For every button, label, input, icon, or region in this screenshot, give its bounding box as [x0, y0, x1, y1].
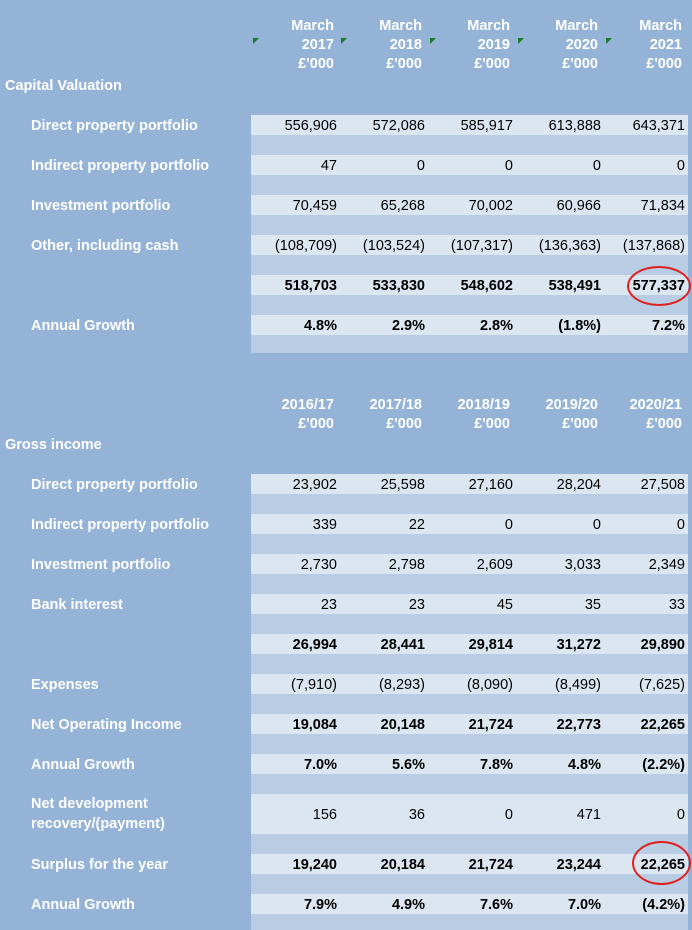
income-row-label-7: Annual Growth — [31, 757, 135, 773]
income-cell-r2-c2: 2,609 — [476, 557, 513, 573]
income-cell-r3-c2: 45 — [496, 597, 513, 613]
valuation-cell-r1-c2: 0 — [504, 158, 513, 174]
income-band-21 — [251, 914, 688, 930]
income-band-13 — [251, 734, 688, 754]
income-col-header-2: 2018/19 £'000 — [457, 397, 510, 432]
valuation-cell-r2-c0: 70,459 — [292, 198, 337, 214]
valuation-cell-r5-c1: 2.9% — [391, 318, 425, 334]
valuation-comment-marker-3 — [518, 38, 524, 44]
income-band-1 — [251, 494, 688, 514]
valuation-cell-r1-c4: 0 — [676, 158, 685, 174]
income-row-label-6: Net Operating Income — [31, 717, 182, 733]
income-cell-r2-c4: 2,349 — [648, 557, 685, 573]
valuation-cell-r3-c1: (103,524) — [362, 238, 425, 254]
valuation-band-11 — [251, 335, 688, 353]
valuation-cell-r2-c3: 60,966 — [556, 198, 601, 214]
income-cell-r6-c0: 19,084 — [292, 717, 337, 733]
valuation-cell-r5-c4: 7.2% — [651, 318, 685, 334]
valuation-cell-r3-c0: (108,709) — [274, 238, 337, 254]
income-cell-r1-c1: 22 — [408, 517, 425, 533]
valuation-cell-r3-c4: (137,868) — [622, 238, 685, 254]
income-band-11 — [251, 694, 688, 714]
income-cell-r5-c4: (7,625) — [639, 677, 685, 693]
valuation-comment-marker-1 — [341, 38, 347, 44]
income-row-label-1: Indirect property portfolio — [31, 517, 210, 533]
income-cell-r5-c1: (8,293) — [379, 677, 425, 693]
valuation-comment-marker-4 — [606, 38, 612, 44]
income-cell-r3-c0: 23 — [320, 597, 337, 613]
valuation-col-header-1: March 2018 £'000 — [379, 18, 422, 72]
income-row-label-8: Net development recovery/(payment) — [31, 796, 165, 832]
income-cell-r1-c4: 0 — [676, 517, 685, 533]
income-cell-r8-c3: 471 — [576, 807, 601, 823]
income-col-header-0: 2016/17 £'000 — [281, 397, 334, 432]
income-row-label-2: Investment portfolio — [31, 557, 171, 573]
income-cell-r0-c4: 27,508 — [640, 477, 685, 493]
valuation-cell-r2-c4: 71,834 — [640, 198, 685, 214]
income-cell-r5-c0: (7,910) — [291, 677, 337, 693]
valuation-band-2 — [251, 155, 688, 175]
income-cell-r10-c2: 7.6% — [479, 897, 513, 913]
valuation-cell-r3-c3: (136,363) — [538, 238, 601, 254]
valuation-cell-r2-c2: 70,002 — [468, 198, 513, 214]
income-cell-r9-c1: 20,184 — [380, 857, 425, 873]
income-row-label-0: Direct property portfolio — [31, 477, 198, 493]
income-section-title: Gross income — [5, 437, 102, 453]
income-band-6 — [251, 594, 688, 614]
income-cell-r7-c2: 7.8% — [479, 757, 513, 773]
valuation-band-1 — [251, 135, 688, 155]
income-band-17 — [251, 834, 688, 854]
income-cell-r8-c0: 156 — [312, 807, 337, 823]
valuation-cell-r1-c1: 0 — [416, 158, 425, 174]
valuation-cell-r5-c2: 2.8% — [479, 318, 513, 334]
income-cell-r7-c0: 7.0% — [303, 757, 337, 773]
income-cell-r0-c0: 23,902 — [292, 477, 337, 493]
valuation-row-label-0: Direct property portfolio — [31, 118, 198, 134]
income-cell-r8-c4: 0 — [676, 807, 685, 823]
income-cell-r3-c3: 35 — [584, 597, 601, 613]
valuation-row-label-3: Other, including cash — [31, 238, 179, 254]
income-band-19 — [251, 874, 688, 894]
income-row-label-9: Surplus for the year — [31, 857, 168, 873]
income-cell-r3-c1: 23 — [408, 597, 425, 613]
income-cell-r2-c0: 2,730 — [300, 557, 337, 573]
valuation-cell-r4-c4: 577,337 — [632, 278, 685, 294]
income-cell-r10-c4: (4.2%) — [642, 897, 685, 913]
valuation-cell-r1-c0: 47 — [320, 158, 337, 174]
income-highlight-circle — [632, 841, 691, 885]
valuation-cell-r0-c2: 585,917 — [460, 118, 513, 134]
valuation-cell-r0-c4: 643,371 — [632, 118, 685, 134]
income-band-5 — [251, 574, 688, 594]
income-cell-r1-c3: 0 — [592, 517, 601, 533]
income-cell-r5-c2: (8,090) — [467, 677, 513, 693]
income-cell-r7-c3: 4.8% — [567, 757, 601, 773]
income-cell-r6-c1: 20,148 — [380, 717, 425, 733]
valuation-row-label-1: Indirect property portfolio — [31, 158, 210, 174]
income-cell-r5-c3: (8,499) — [555, 677, 601, 693]
valuation-comment-marker-2 — [430, 38, 436, 44]
valuation-col-header-2: March 2019 £'000 — [467, 18, 510, 72]
valuation-highlight-circle — [627, 266, 691, 306]
income-band-7 — [251, 614, 688, 634]
valuation-cell-r4-c3: 538,491 — [548, 278, 601, 294]
income-band-3 — [251, 534, 688, 554]
valuation-cell-r2-c1: 65,268 — [380, 198, 425, 214]
income-cell-r2-c3: 3,033 — [564, 557, 601, 573]
income-cell-r2-c1: 2,798 — [388, 557, 425, 573]
income-cell-r6-c4: 22,265 — [640, 717, 685, 733]
valuation-section-title: Capital Valuation — [5, 78, 122, 94]
valuation-cell-r0-c0: 556,906 — [284, 118, 337, 134]
valuation-cell-r4-c2: 548,602 — [460, 278, 513, 294]
valuation-row-label-2: Investment portfolio — [31, 198, 171, 214]
income-band-15 — [251, 774, 688, 794]
income-cell-r8-c2: 0 — [504, 807, 513, 823]
valuation-band-5 — [251, 215, 688, 235]
income-cell-r8-c1: 36 — [408, 807, 425, 823]
income-cell-r0-c1: 25,598 — [380, 477, 425, 493]
income-cell-r1-c2: 0 — [504, 517, 513, 533]
income-cell-r9-c4: 22,265 — [640, 857, 685, 873]
valuation-col-header-0: March 2017 £'000 — [291, 18, 334, 72]
income-cell-r1-c0: 339 — [312, 517, 337, 533]
income-cell-r9-c0: 19,240 — [292, 857, 337, 873]
valuation-band-7 — [251, 255, 688, 275]
valuation-cell-r5-c3: (1.8%) — [558, 318, 601, 334]
valuation-cell-r4-c0: 518,703 — [284, 278, 337, 294]
income-col-header-4: 2020/21 £'000 — [629, 397, 682, 432]
valuation-col-header-3: March 2020 £'000 — [555, 18, 598, 72]
valuation-comment-marker-0 — [253, 38, 259, 44]
valuation-cell-r0-c1: 572,086 — [372, 118, 425, 134]
income-row-label-10: Annual Growth — [31, 897, 135, 913]
income-cell-r0-c2: 27,160 — [468, 477, 513, 493]
income-cell-r9-c2: 21,724 — [468, 857, 513, 873]
income-cell-r4-c4: 29,890 — [640, 637, 685, 653]
valuation-band-3 — [251, 175, 688, 195]
income-band-9 — [251, 654, 688, 674]
income-cell-r9-c3: 23,244 — [556, 857, 601, 873]
income-cell-r6-c2: 21,724 — [468, 717, 513, 733]
valuation-cell-r4-c1: 533,830 — [372, 278, 425, 294]
income-cell-r4-c0: 26,994 — [292, 637, 337, 653]
income-cell-r6-c3: 22,773 — [556, 717, 601, 733]
income-cell-r0-c3: 28,204 — [556, 477, 601, 493]
valuation-row-label-5: Annual Growth — [31, 318, 135, 334]
income-cell-r4-c1: 28,441 — [380, 637, 425, 653]
income-cell-r10-c1: 4.9% — [391, 897, 425, 913]
income-cell-r7-c4: (2.2%) — [642, 757, 685, 773]
income-row-label-3: Bank interest — [31, 597, 123, 613]
income-cell-r3-c4: 33 — [668, 597, 685, 613]
income-cell-r7-c1: 5.6% — [391, 757, 425, 773]
income-col-header-1: 2017/18 £'000 — [369, 397, 422, 432]
valuation-cell-r3-c2: (107,317) — [450, 238, 513, 254]
valuation-cell-r0-c3: 613,888 — [548, 118, 601, 134]
income-col-header-3: 2019/20 £'000 — [545, 397, 598, 432]
valuation-cell-r1-c3: 0 — [592, 158, 601, 174]
valuation-cell-r5-c0: 4.8% — [303, 318, 337, 334]
income-row-label-5: Expenses — [31, 677, 99, 693]
income-cell-r4-c2: 29,814 — [468, 637, 513, 653]
income-cell-r4-c3: 31,272 — [556, 637, 601, 653]
income-cell-r10-c3: 7.0% — [567, 897, 601, 913]
income-cell-r10-c0: 7.9% — [303, 897, 337, 913]
valuation-col-header-4: March 2021 £'000 — [639, 18, 682, 72]
valuation-band-9 — [251, 295, 688, 315]
